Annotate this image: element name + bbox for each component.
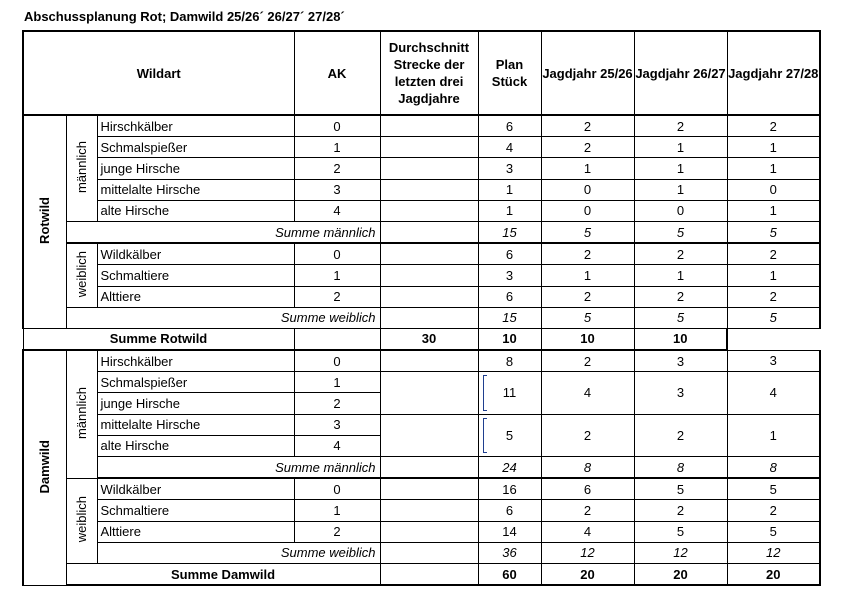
- jagdjahr-3-cell: 10: [634, 328, 727, 350]
- wildart-cell: junge Hirsche: [97, 393, 294, 414]
- ak-cell: 4: [294, 200, 380, 221]
- table-row: [23, 350, 820, 372]
- jagdjahr-2-cell: 2: [634, 115, 727, 137]
- plan-cell: 16: [478, 478, 541, 500]
- jagdjahr-1-cell: 10: [478, 328, 541, 350]
- jagdjahr-1-cell: 4: [541, 521, 634, 542]
- table-row: [23, 200, 820, 221]
- header-jagdjahr-1: Jagdjahr 25/26: [541, 31, 634, 115]
- wildart-cell: Alttiere: [97, 286, 294, 307]
- plan-cell: 6: [478, 286, 541, 307]
- durchschnitt-cell: [380, 563, 478, 585]
- wildart-cell: Wildkälber: [97, 478, 294, 500]
- jagdjahr-3-cell: 1: [727, 137, 820, 158]
- plan-cell: 8: [478, 350, 541, 372]
- summe-label: Summe weiblich: [66, 307, 380, 328]
- ak-cell: 0: [294, 115, 380, 137]
- ak-cell: 1: [294, 500, 380, 521]
- durchschnitt-cell: [380, 414, 478, 456]
- jagdjahr-3-cell: 1: [727, 158, 820, 179]
- jagdjahr-2-cell: 1: [634, 158, 727, 179]
- jagdjahr-2-cell: 2: [634, 414, 727, 456]
- durchschnitt-cell: [380, 521, 478, 542]
- jagdjahr-3-cell: 2: [727, 243, 820, 265]
- jagdjahr-3-cell: 1: [727, 414, 820, 456]
- durchschnitt-cell: [380, 200, 478, 221]
- jagdjahr-1-cell: 1: [541, 158, 634, 179]
- page-title: Abschussplanung Rot; Damwild 25/26´ 26/27´ 27/28´: [24, 9, 345, 24]
- durchschnitt-cell: [380, 158, 478, 179]
- wildart-cell: junge Hirsche: [97, 158, 294, 179]
- jagdjahr-1-cell: 2: [541, 350, 634, 372]
- jagdjahr-1-cell: 6: [541, 478, 634, 500]
- jagdjahr-2-cell: 2: [634, 286, 727, 307]
- plan-cell: 11: [478, 372, 541, 414]
- ak-cell: 2: [294, 158, 380, 179]
- header-jagdjahr-2: Jagdjahr 26/27: [634, 31, 727, 115]
- jagdjahr-2-cell: 1: [634, 265, 727, 286]
- ak-cell: 1: [294, 137, 380, 158]
- jagdjahr-3-cell: 4: [727, 372, 820, 414]
- jagdjahr-2-cell: 1: [634, 137, 727, 158]
- summe-label: Summe männlich: [66, 221, 380, 243]
- summe-label: Summe männlich: [97, 457, 380, 479]
- wildart-cell: Hirschkälber: [97, 350, 294, 372]
- sex-label-weiblich: weiblich: [66, 478, 97, 563]
- table-row: [23, 158, 820, 179]
- jagdjahr-2-cell: 5: [634, 307, 727, 328]
- summe-weiblich-row: [23, 307, 820, 328]
- jagdjahr-2-cell: 20: [634, 563, 727, 585]
- durchschnitt-cell: [380, 350, 478, 372]
- jagdjahr-3-cell: 5: [727, 307, 820, 328]
- jagdjahr-1-cell: 1: [541, 265, 634, 286]
- ak-cell: 2: [294, 521, 380, 542]
- ak-cell: 0: [294, 478, 380, 500]
- jagdjahr-1-cell: 12: [541, 542, 634, 563]
- jagdjahr-2-cell: 2: [634, 500, 727, 521]
- jagdjahr-1-cell: 4: [541, 372, 634, 414]
- jagdjahr-1-cell: 5: [541, 307, 634, 328]
- jagdjahr-3-cell: 5: [727, 478, 820, 500]
- ak-cell: 3: [294, 414, 380, 435]
- summe-maennlich-row: [23, 457, 820, 479]
- wildart-cell: Schmalspießer: [97, 372, 294, 393]
- jagdjahr-3-cell: 1: [727, 265, 820, 286]
- plan-cell: 1: [478, 179, 541, 200]
- summe-damwild-row: [23, 563, 820, 585]
- jagdjahr-3-cell: 2: [727, 286, 820, 307]
- summe-label: Summe weiblich: [97, 542, 380, 563]
- jagdjahr-2-cell: 8: [634, 457, 727, 479]
- wildart-cell: alte Hirsche: [97, 435, 294, 456]
- durchschnitt-cell: [380, 265, 478, 286]
- plan-cell: 1: [478, 200, 541, 221]
- jagdjahr-2-cell: 0: [634, 200, 727, 221]
- header-jagdjahr-3: Jagdjahr 27/28: [727, 31, 820, 115]
- summe-maennlich-row: [23, 221, 820, 243]
- durchschnitt-cell: [380, 478, 478, 500]
- plan-cell: 15: [478, 307, 541, 328]
- header-wildart: Wildart: [23, 31, 294, 115]
- jagdjahr-2-cell: 12: [634, 542, 727, 563]
- durchschnitt-cell: [380, 500, 478, 521]
- jagdjahr-3-cell: 5: [727, 221, 820, 243]
- wildart-cell: Alttiere: [97, 521, 294, 542]
- wildart-cell: Schmaltiere: [97, 500, 294, 521]
- jagdjahr-1-cell: 20: [541, 563, 634, 585]
- plan-cell: 4: [478, 137, 541, 158]
- table-row: [23, 500, 820, 521]
- plan-cell: 14: [478, 521, 541, 542]
- jagdjahr-3-cell: 20: [727, 563, 820, 585]
- header-ak: AK: [294, 31, 380, 115]
- durchschnitt-cell: [380, 286, 478, 307]
- jagdjahr-1-cell: 2: [541, 286, 634, 307]
- plan-cell: 60: [478, 563, 541, 585]
- durchschnitt-cell: [294, 328, 380, 350]
- jagdjahr-2-cell: 5: [634, 478, 727, 500]
- table-row: [23, 478, 820, 500]
- durchschnitt-cell: [380, 243, 478, 265]
- table-row: [23, 115, 820, 137]
- jagdjahr-3-cell: 2: [727, 115, 820, 137]
- table-row: [23, 372, 820, 393]
- ak-cell: 4: [294, 435, 380, 456]
- plan-cell: 5: [478, 414, 541, 456]
- durchschnitt-cell: [380, 542, 478, 563]
- summe-label: Summe Damwild: [66, 563, 380, 585]
- header-row: [23, 31, 820, 115]
- ak-cell: 2: [294, 286, 380, 307]
- plan-cell: 36: [478, 542, 541, 563]
- durchschnitt-cell: [380, 115, 478, 137]
- plan-cell: 24: [478, 457, 541, 479]
- durchschnitt-cell: [380, 457, 478, 479]
- wildart-cell: mittelalte Hirsche: [97, 179, 294, 200]
- plan-cell: 3: [478, 158, 541, 179]
- jagdjahr-3-cell: 1: [727, 200, 820, 221]
- group-label-rotwild: Rotwild: [23, 115, 66, 328]
- table-row: [23, 243, 820, 265]
- plan-cell: 6: [478, 115, 541, 137]
- wildart-cell: Hirschkälber: [97, 115, 294, 137]
- wildart-cell: Schmaltiere: [97, 265, 294, 286]
- durchschnitt-cell: [380, 307, 478, 328]
- table-row: [23, 286, 820, 307]
- ak-cell: 1: [294, 372, 380, 393]
- jagdjahr-2-cell: 3: [634, 372, 727, 414]
- durchschnitt-cell: [380, 179, 478, 200]
- jagdjahr-2-cell: 5: [634, 521, 727, 542]
- ak-cell: 0: [294, 243, 380, 265]
- jagdjahr-3-cell: 12: [727, 542, 820, 563]
- jagdjahr-3-cell: 3: [727, 350, 820, 372]
- abschussplan-table: [22, 30, 821, 586]
- jagdjahr-1-cell: 2: [541, 115, 634, 137]
- durchschnitt-cell: [380, 137, 478, 158]
- jagdjahr-3-cell: 0: [727, 179, 820, 200]
- jagdjahr-2-cell: 10: [541, 328, 634, 350]
- table-row: [23, 414, 820, 435]
- plan-cell: 3: [478, 265, 541, 286]
- ak-cell: 1: [294, 265, 380, 286]
- jagdjahr-2-cell: 1: [634, 179, 727, 200]
- table-row: [23, 179, 820, 200]
- sex-label-weiblich: weiblich: [66, 243, 97, 307]
- jagdjahr-2-cell: 3: [634, 350, 727, 372]
- summe-weiblich-row: [23, 542, 820, 563]
- jagdjahr-3-cell: 5: [727, 521, 820, 542]
- ak-cell: 0: [294, 350, 380, 372]
- jagdjahr-1-cell: 2: [541, 500, 634, 521]
- durchschnitt-cell: [380, 221, 478, 243]
- durchschnitt-cell: [380, 372, 478, 414]
- plan-cell: 15: [478, 221, 541, 243]
- jagdjahr-1-cell: 8: [541, 457, 634, 479]
- ak-cell: 2: [294, 393, 380, 414]
- jagdjahr-2-cell: 5: [634, 221, 727, 243]
- table-row: [23, 137, 820, 158]
- jagdjahr-1-cell: 2: [541, 414, 634, 456]
- jagdjahr-1-cell: 2: [541, 243, 634, 265]
- jagdjahr-1-cell: 5: [541, 221, 634, 243]
- jagdjahr-2-cell: 2: [634, 243, 727, 265]
- sex-label-maennlich: männlich: [66, 115, 97, 221]
- plan-cell: 6: [478, 243, 541, 265]
- jagdjahr-1-cell: 2: [541, 137, 634, 158]
- header-durchschnitt: Durchschnitt Strecke der letzten drei Jagdjahre: [380, 31, 478, 115]
- jagdjahr-3-cell: 8: [727, 457, 820, 479]
- group-label-damwild: Damwild: [23, 350, 66, 585]
- wildart-cell: Wildkälber: [97, 243, 294, 265]
- sex-label-maennlich: männlich: [66, 350, 97, 478]
- summe-label: Summe Rotwild: [23, 328, 294, 350]
- jagdjahr-1-cell: 0: [541, 200, 634, 221]
- table-row: [23, 521, 820, 542]
- wildart-cell: mittelalte Hirsche: [97, 414, 294, 435]
- jagdjahr-3-cell: 2: [727, 500, 820, 521]
- plan-cell: 6: [478, 500, 541, 521]
- summe-rotwild-row: [23, 328, 820, 350]
- table-row: [23, 265, 820, 286]
- plan-cell: 30: [380, 328, 478, 350]
- wildart-cell: Schmalspießer: [97, 137, 294, 158]
- wildart-cell: alte Hirsche: [97, 200, 294, 221]
- header-plan: Plan Stück: [478, 31, 541, 115]
- ak-cell: 3: [294, 179, 380, 200]
- jagdjahr-1-cell: 0: [541, 179, 634, 200]
